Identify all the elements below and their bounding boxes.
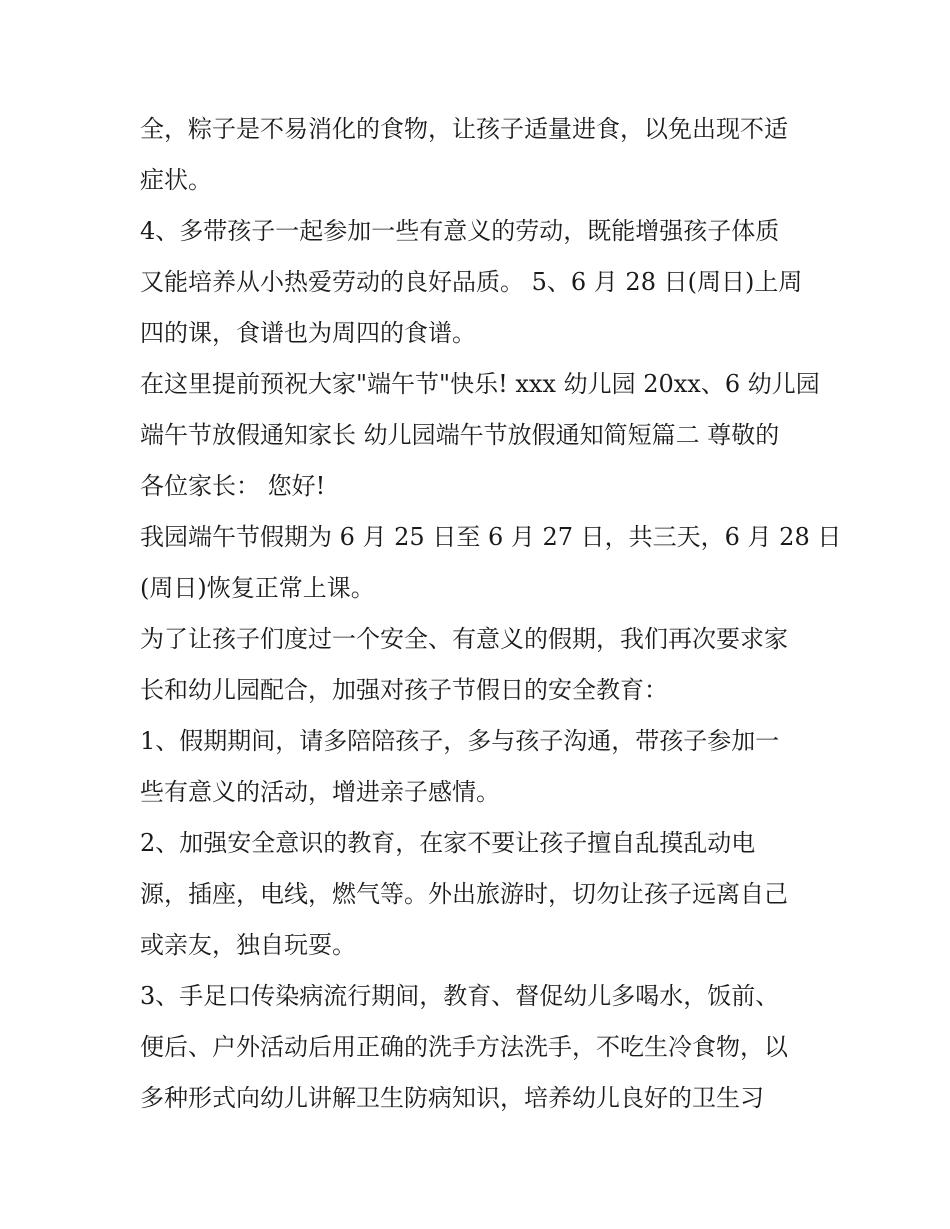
text-line: 端午节放假通知家长 幼儿园端午节放假通知简短篇二 尊敬的 (140, 421, 780, 449)
text-line: 又能培养从小热爱劳动的良好品质。 5、6 月 28 日(周日)上周 (140, 268, 803, 296)
text-line: 症状。 (140, 166, 212, 194)
text-line: 或亲友，独自玩耍。 (140, 931, 356, 959)
text-line: (周日)恢复正常上课。 (140, 574, 375, 602)
text-line: 长和幼儿园配合，加强对孩子节假日的安全教育： (140, 676, 668, 704)
text-line: 我园端午节假期为 6 月 25 日至 6 月 27 日，共三天，6 月 28 日 (140, 523, 842, 551)
text-line: 便后、户外活动后用正确的洗手方法洗手，不吃生冷食物，以 (140, 1033, 788, 1061)
text-line: 1、假期期间，请多陪陪孩子，多与孩子沟通，带孩子参加一 (140, 727, 780, 755)
text-line: 源，插座，电线，燃气等。外出旅游时，切勿让孩子远离自己 (140, 880, 788, 908)
text-line: 4、多带孩子一起参加一些有意义的劳动，既能增强孩子体质 (140, 217, 780, 245)
text-line: 全，粽子是不易消化的食物，让孩子适量进食，以免出现不适 (140, 115, 788, 143)
document-body (140, 104, 842, 1124)
text-line: 些有意义的活动，增进亲子感情。 (140, 778, 500, 806)
text-line: 2、加强安全意识的教育，在家不要让孩子擅自乱摸乱动电 (140, 829, 756, 857)
text-line: 在这里提前预祝大家"端午节"快乐! xxx 幼儿园 20xx、6 幼儿园 (140, 370, 820, 398)
text-line: 各位家长： 您好! (140, 472, 326, 500)
text-line: 为了让孩子们度过一个安全、有意义的假期，我们再次要求家 (140, 625, 788, 653)
text-line: 四的课，食谱也为周四的食谱。 (140, 319, 476, 347)
text-line: 多种形式向幼儿讲解卫生防病知识，培养幼儿良好的卫生习 (140, 1084, 764, 1112)
text-line: 3、手足口传染病流行期间，教育、督促幼儿多喝水，饭前、 (140, 982, 780, 1010)
